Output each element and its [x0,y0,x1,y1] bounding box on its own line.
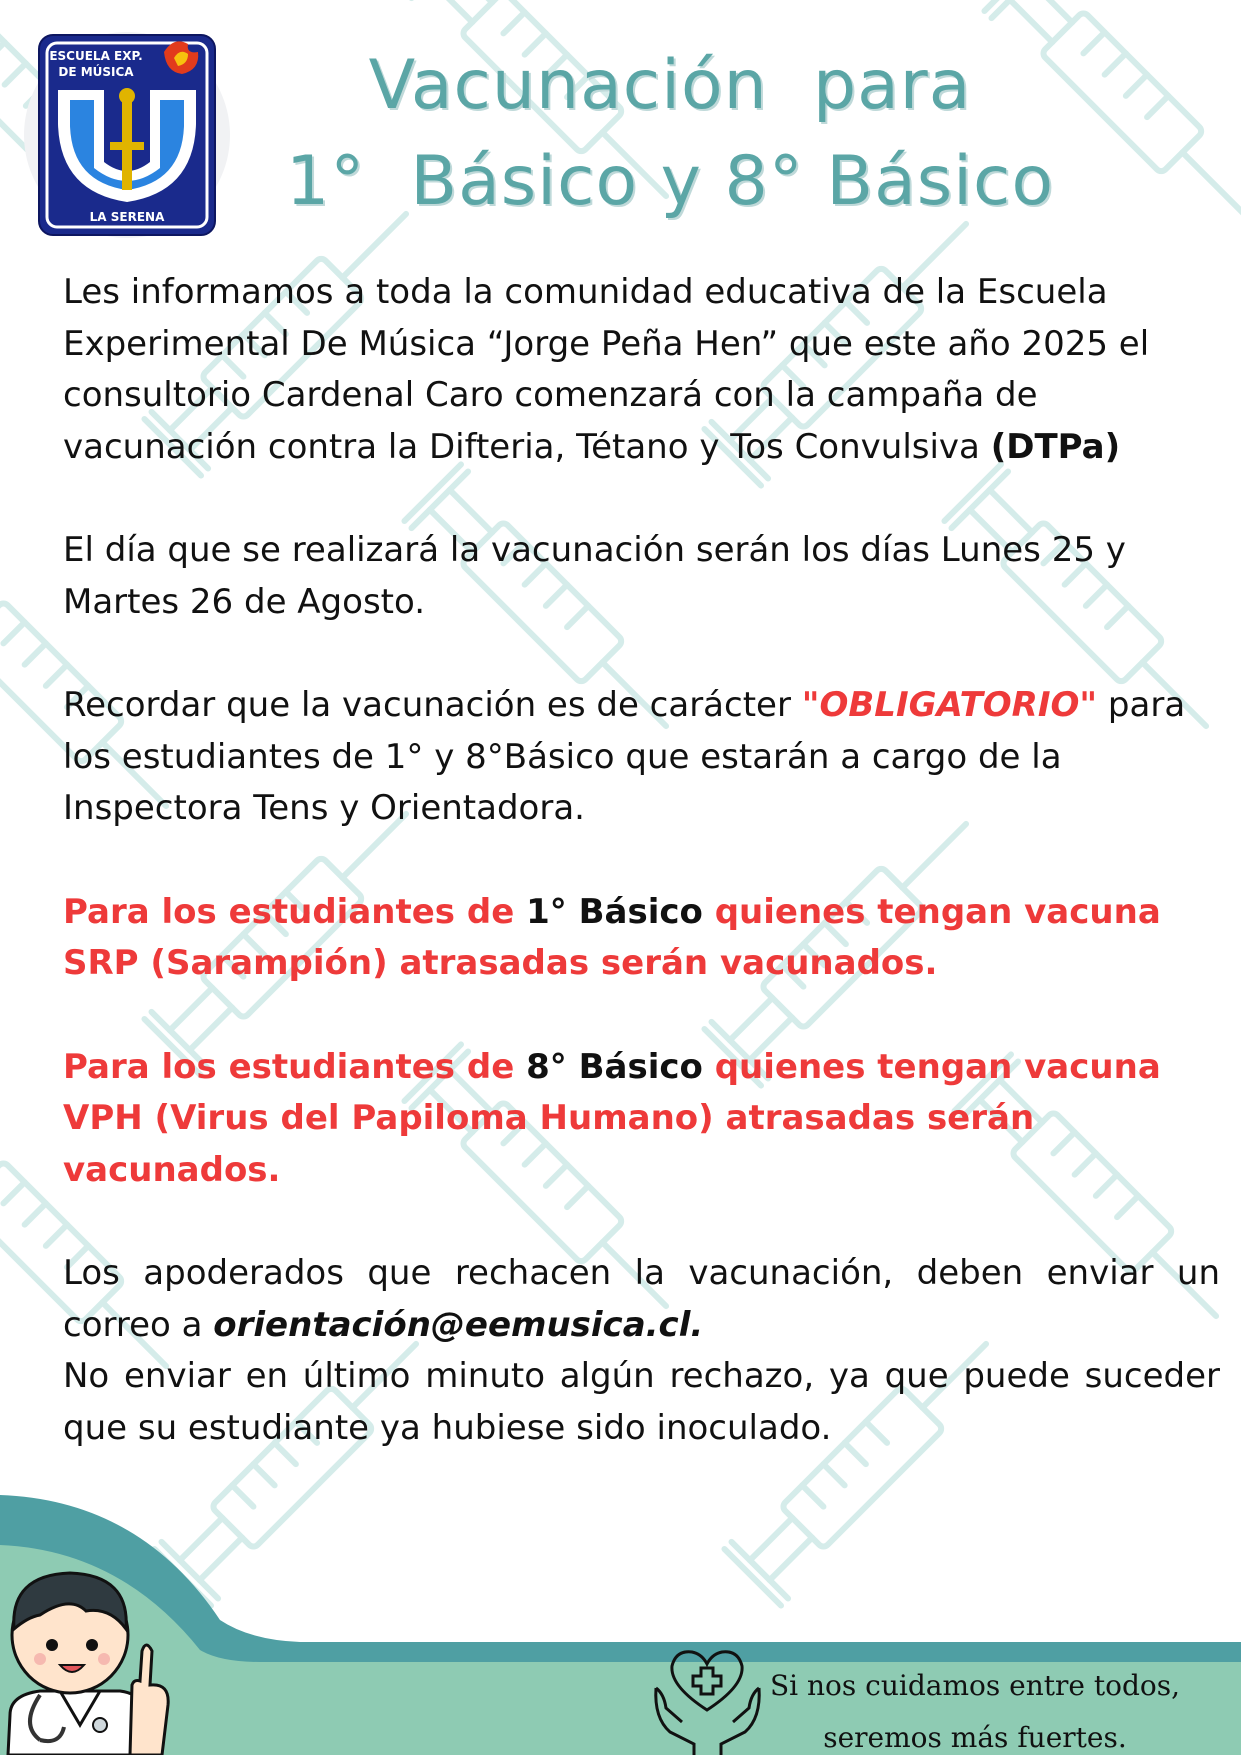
footer-slogan [760,1660,1190,1755]
first-grade-suffix: quienes tengan vacuna SRP (Sarampión) atrasadas serán vacunados. [63,891,1161,983]
rejection-note: No enviar en último minuto algún rechazo, ya que puede suceder que su estudiante ya hubiese sido inoculado. [63,1356,1220,1448]
title-line-1: Vacunación para [368,46,972,125]
intro-paragraph [63,267,1220,473]
mandatory-after: para los estudiantes de 1° y 8°Básico que estarán a cargo de la Inspectora Tens y Orientadora. [63,685,1186,828]
intro-dtpa: (DTPa) [990,426,1121,467]
mandatory-paragraph [63,680,1220,835]
first-grade-paragraph [63,887,1220,990]
rejection-paragraph [63,1248,1220,1351]
mandatory-emphasis: OBLIGATORIO [819,685,1080,725]
rejection-text: Los apoderados que rechacen la vacunación, deben enviar un correo a [63,1253,1220,1345]
eighth-grade-prefix: Para los estudiantes de [63,1046,527,1087]
heart-hands-icon [650,1648,765,1755]
logo-top-text: ESCUELA EXP. [49,49,143,63]
announcement-body [63,267,1220,1454]
eighth-grade-suffix: quienes tengan vacuna VPH (Virus del Papiloma Humano) atrasadas serán vacunados. [63,1046,1161,1190]
logo-top-text-2: DE MÚSICA [58,65,134,79]
logo-bottom-text: LA SERENA [89,210,165,224]
first-grade-prefix: Para los estudiantes de [63,891,527,932]
eighth-grade-paragraph [63,1042,1220,1197]
first-grade-grade: 1° Básico [526,891,703,932]
page-title [240,38,1100,230]
mandatory-quote-open: " [801,685,820,725]
slogan-line-2: seremos más fuertes. [823,1721,1127,1754]
intro-text: Les informamos a toda la comunidad educativa de la Escuela Experimental De Música “Jorge Peña Hen” que este año 2025 el consultorio Cardenal Caro comenzará con la campaña de vacunación contra la Difteria, Tétano y Tos Convulsiva [63,272,1150,467]
mandatory-quote-close: " [1079,685,1098,725]
mandatory-before: Recordar que la vacunación es de carácter [63,685,802,725]
eighth-grade-grade: 8° Básico [526,1046,703,1087]
school-logo [18,32,236,238]
title-line-2: 1° Básico y 8° Básico [285,142,1055,221]
orientation-email: orientación@eemusica.cl. [213,1304,704,1345]
dates-paragraph: El día que se realizará la vacunación serán los días Lunes 25 y Martes 26 de Agosto. [63,530,1126,622]
slogan-line-1: Si nos cuidamos entre todos, [769,1669,1181,1702]
doctor-illustration [0,1555,180,1755]
